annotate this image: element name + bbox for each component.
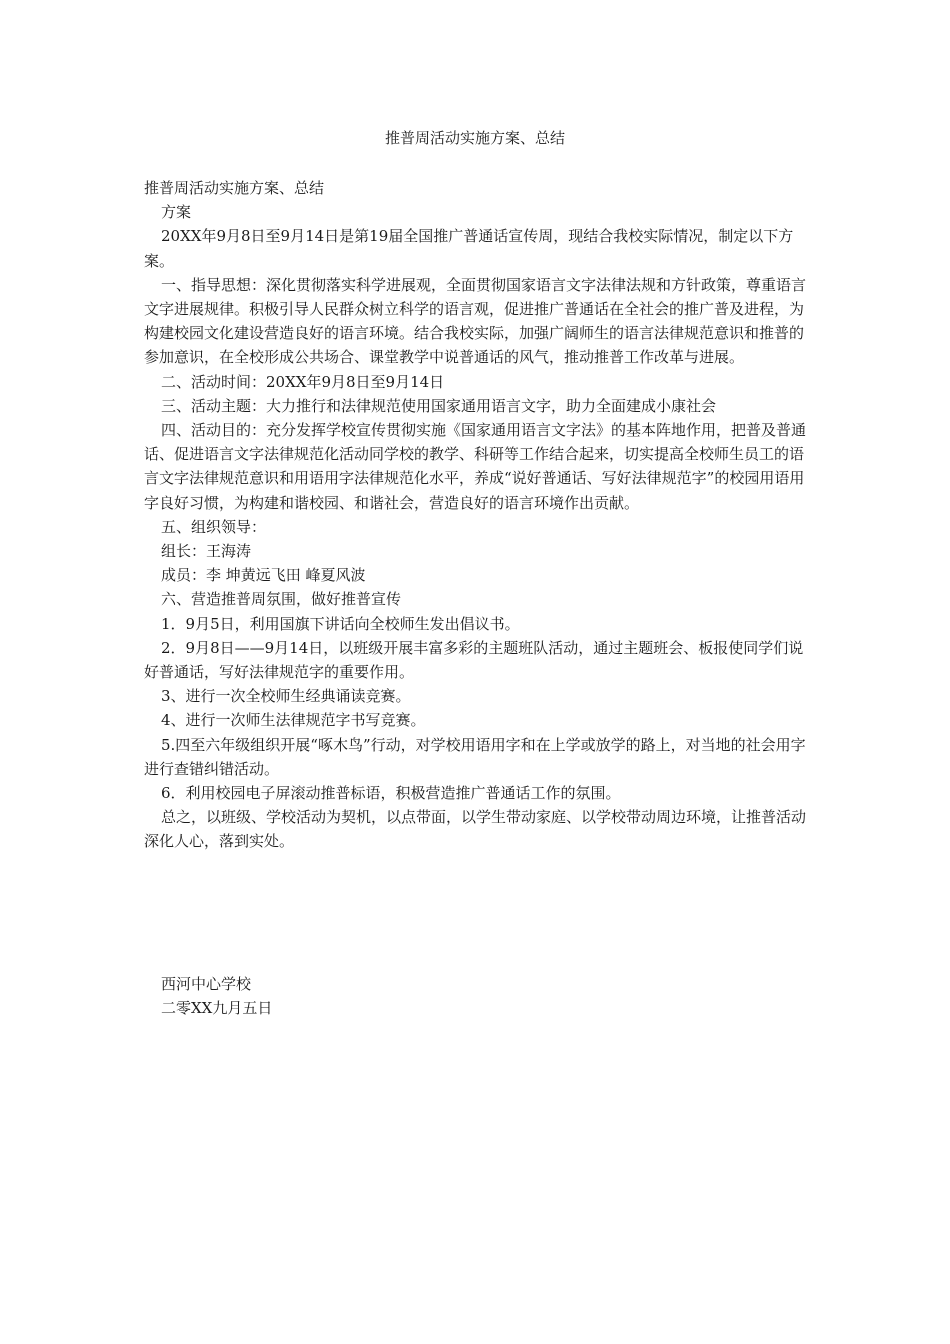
paragraph-summary: 总之，以班级、学校活动为契机，以点带面，以学生带动家庭、以学校带动周边环境，让推普活动深化人心，落到实处。	[144, 808, 807, 851]
document-title: 推普周活动实施方案、总结	[384, 129, 565, 147]
paragraph-leader: 组长：王海涛	[161, 542, 252, 561]
list-item-3: 3、进行一次全校师生经典诵读竞赛。	[161, 687, 411, 706]
list-item-2: 2．9月8日——9月14日，以班级开展丰富多彩的主题班队活动，通过主题班会、板报使同学们说好普通话，写好法律规范字的重要作用。	[144, 638, 804, 682]
signature-block	[161, 972, 272, 1020]
paragraph-activity-purpose: 四、活动目的：充分发挥学校宣传贯彻实施《国家通用语言文字法》的基本阵地作用，把普及普通话、促进语言文字法律规范化活动同学校的教学、科研等工作结合起来，切实提高全校师生员工的语言文字法律规范意识和用语用字法律规范化水平，养成“说好普通话、写好法律规范字”的校园用语用字良好习惯，为构建和谐校园、和谐社会，营造良好的语言环境作出贡献。	[144, 421, 807, 512]
list-item-5: 5.四至六年级组织开展“啄木鸟”行动，对学校用语用字和在上学或放学的路上，对当地的社会用字进行查错纠错活动。	[144, 735, 806, 778]
paragraph-atmosphere: 六、营造推普周氛围，做好推普宣传	[161, 590, 402, 609]
paragraph-guiding-ideology: 一、指导思想：深化贯彻落实科学进展观，全面贯彻国家语言文字法律法规和方针政策，尊重语言文字进展规律。积极引导人民群众树立科学的语言观，促进推广普通话在全社会的推广普及进程，为构建校园文化建设营造良好的语言环境。结合我校实际，加强广阔师生的语言法律规范意识和推普的参加意识，在全校形成公共场合、课堂教学中说普通话的风气，推动推普工作改革与进展。	[144, 275, 807, 367]
signature-date: 二零XX九月五日	[161, 999, 273, 1018]
paragraph-activity-theme: 三、活动主题：大力推行和法律规范使用国家通用语言文字，助力全面建成小康社会	[161, 396, 717, 415]
paragraph-intro: 20XX年9月8日至9月14日是第19届全国推广普通话宣传周，现结合我校实际情况，制定以下方案。	[144, 227, 794, 270]
signature-school: 西河中心学校	[161, 975, 252, 993]
list-item-1: 1．9月5日，利用国旗下讲话向全校师生发出倡议书。	[161, 614, 520, 633]
list-item-4: 4、进行一次师生法律规范字书写竞赛。	[161, 711, 426, 730]
document-heading: 推普周活动实施方案、总结	[144, 179, 325, 197]
paragraph-organization: 五、组织领导：	[161, 517, 267, 536]
paragraph-members: 成员：李 坤黄远飞田 峰夏风波	[161, 566, 366, 585]
document-body	[144, 176, 806, 854]
list-item-6: 6．利用校园电子屏滚动推普标语，积极营造推广普通话工作的氛围。	[161, 784, 621, 803]
paragraph-activity-time: 二、活动时间：20XX年9月8日至9月14日	[161, 372, 445, 391]
document-subheading: 方案	[161, 203, 192, 222]
